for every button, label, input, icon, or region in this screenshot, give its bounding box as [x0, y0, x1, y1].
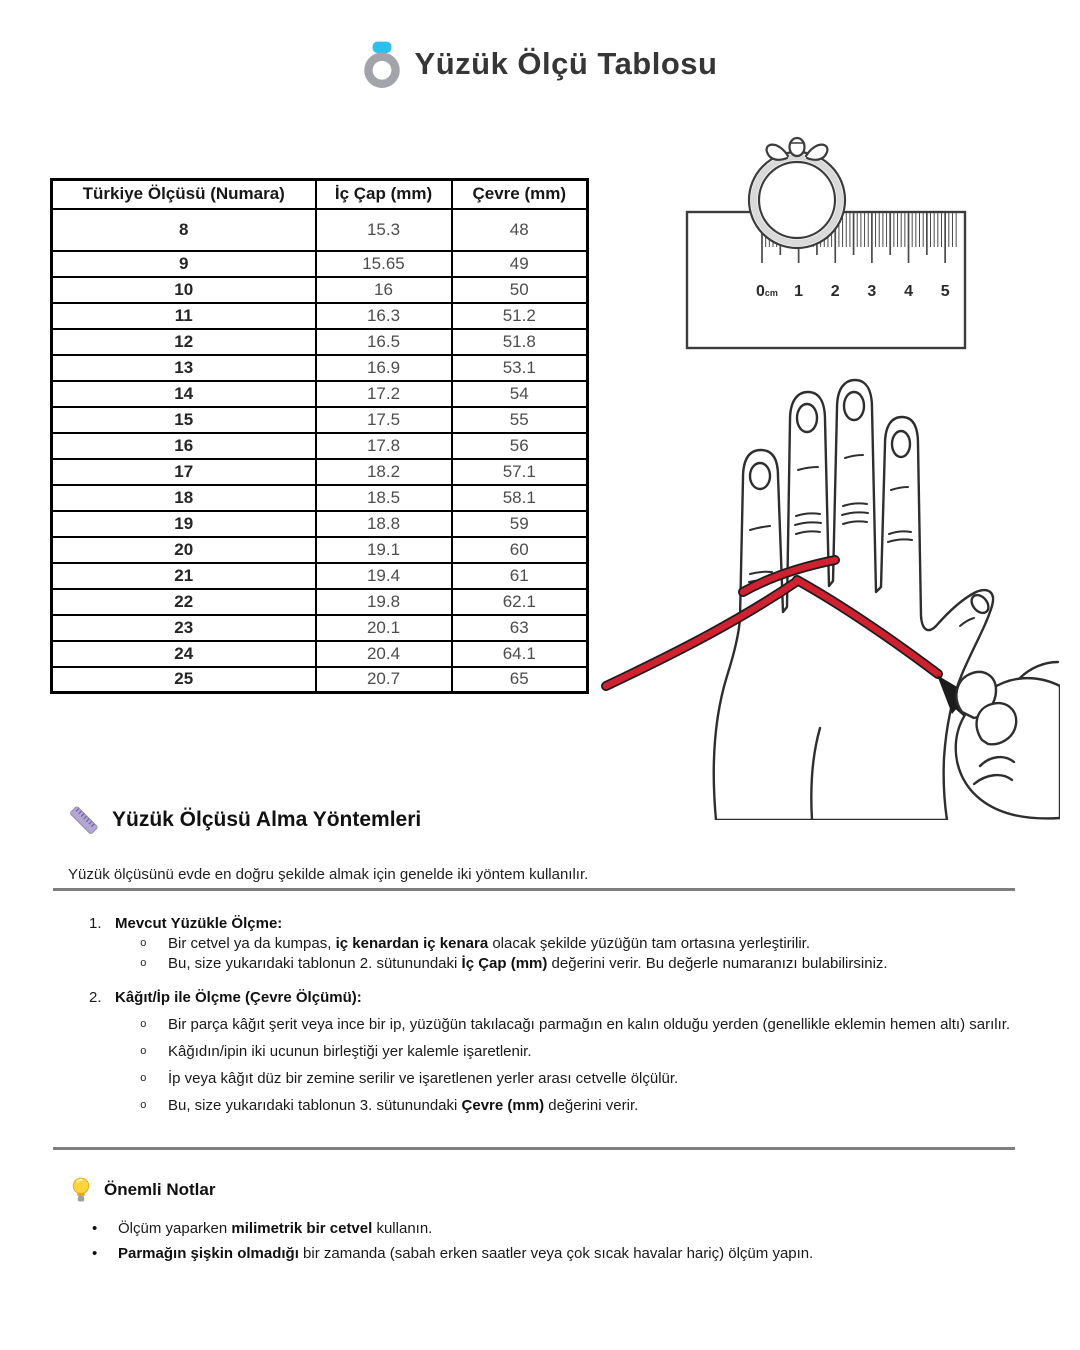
- cell-circumference: 60: [452, 537, 588, 563]
- cell-circumference: 64.1: [452, 641, 588, 667]
- cell-circumference: 48: [452, 209, 588, 251]
- bullet-text: Bir parça kâğıt şerit veya ince bir ip, yüzüğün takılacağı parmağın en kalın olduğu yerden (genellikle eklemin hemen altı) sarılır.: [168, 1016, 1011, 1033]
- ruler-icon: [68, 804, 100, 836]
- bullet-text: Kâğıdın/ipin iki ucunun birleştiği yer kalemle işaretlenir.: [168, 1043, 532, 1060]
- cell-circumference: 65: [452, 667, 588, 693]
- list-number: 1.: [89, 915, 102, 932]
- notes-section-heading: [70, 1176, 215, 1204]
- table-row: [52, 329, 588, 355]
- cell-size-number: 9: [52, 251, 316, 277]
- cell-size-number: 12: [52, 329, 316, 355]
- cell-inner-diameter: 16.3: [316, 303, 452, 329]
- note-bullet: [92, 1216, 813, 1241]
- divider: [53, 1147, 1015, 1150]
- bullet-marker: •: [92, 1245, 98, 1262]
- cell-circumference: 63: [452, 615, 588, 641]
- bullet-marker: o: [140, 1100, 147, 1112]
- cell-inner-diameter: 19.1: [316, 537, 452, 563]
- cell-circumference: 61: [452, 563, 588, 589]
- table-row: [52, 407, 588, 433]
- cell-circumference: 56: [452, 433, 588, 459]
- cell-inner-diameter: 19.4: [316, 563, 452, 589]
- cell-inner-diameter: 20.4: [316, 641, 452, 667]
- table-row: [52, 589, 588, 615]
- cell-inner-diameter: 17.5: [316, 407, 452, 433]
- method-bullet: [0, 1015, 1015, 1035]
- cell-inner-diameter: 17.8: [316, 433, 452, 459]
- table-row: [52, 563, 588, 589]
- table-row: [52, 511, 588, 537]
- cell-size-number: 16: [52, 433, 316, 459]
- cell-circumference: 53.1: [452, 355, 588, 381]
- cell-size-number: 13: [52, 355, 316, 381]
- cell-inner-diameter: 17.2: [316, 381, 452, 407]
- table-row: [52, 667, 588, 693]
- cell-size-number: 11: [52, 303, 316, 329]
- methods-list: [0, 914, 1015, 1116]
- ring-size-table: [50, 178, 589, 694]
- table-row: [52, 485, 588, 511]
- cell-circumference: 54: [452, 381, 588, 407]
- table-row: [52, 303, 588, 329]
- svg-text:1: 1: [794, 283, 804, 300]
- size-table-header-row: [52, 180, 588, 209]
- method-title-text: Kâğıt/İp ile Ölçme (Çevre Ölçümü):: [115, 989, 362, 1006]
- method-bullet: [0, 1096, 1015, 1116]
- cell-size-number: 23: [52, 615, 316, 641]
- page-header: [0, 40, 1080, 88]
- cell-size-number: 10: [52, 277, 316, 303]
- svg-text:2: 2: [830, 283, 840, 300]
- list-number: 2.: [89, 989, 102, 1006]
- table-row: [52, 537, 588, 563]
- size-table-body: [52, 209, 588, 693]
- cell-inner-diameter: 16.5: [316, 329, 452, 355]
- table-row: [52, 355, 588, 381]
- cell-inner-diameter: 16.9: [316, 355, 452, 381]
- bullet-text: Parmağın şişkin olmadığı bir zamanda (sabah erken saatler veya çok sıcak havalar hariç) ölçüm yapın.: [118, 1245, 814, 1262]
- table-row: [52, 433, 588, 459]
- column-header: İç Çap (mm): [316, 180, 452, 209]
- cell-inner-diameter: 20.7: [316, 667, 452, 693]
- bullet-text: İp veya kâğıt düz bir zemine serilir ve işaretlenen yerler arası cetvelle ölçülür.: [168, 1070, 679, 1087]
- method-bullet: [0, 934, 1015, 954]
- hand-string-measuring-figure: [600, 368, 1060, 820]
- diamond-ring-illustration: [749, 138, 845, 248]
- bullet-text: Bu, size yukarıdaki tablonun 3. sütunundaki Çevre (mm) değerini verir.: [168, 1097, 639, 1114]
- cell-size-number: 8: [52, 209, 316, 251]
- bullet-marker: •: [92, 1220, 98, 1237]
- cell-circumference: 58.1: [452, 485, 588, 511]
- cell-size-number: 15: [52, 407, 316, 433]
- table-row: [52, 459, 588, 485]
- cell-inner-diameter: 18.5: [316, 485, 452, 511]
- table-row: [52, 277, 588, 303]
- cell-inner-diameter: 16: [316, 277, 452, 303]
- cell-size-number: 14: [52, 381, 316, 407]
- cell-size-number: 25: [52, 667, 316, 693]
- table-row: [52, 615, 588, 641]
- bullet-text: Ölçüm yaparken milimetrik bir cetvel kullanın.: [118, 1220, 433, 1237]
- svg-text:5: 5: [940, 283, 950, 300]
- methods-heading-text: Yüzük Ölçüsü Alma Yöntemleri: [112, 808, 422, 831]
- cell-size-number: 22: [52, 589, 316, 615]
- cell-circumference: 49: [452, 251, 588, 277]
- cell-circumference: 55: [452, 407, 588, 433]
- methods-section-heading: [68, 804, 421, 836]
- methods-intro: Yüzük ölçüsünü evde en doğru şekilde almak için genelde iki yöntem kullanılır.: [68, 866, 589, 883]
- svg-text:4: 4: [904, 283, 913, 300]
- lightbulb-icon: [70, 1176, 92, 1204]
- table-row: [52, 381, 588, 407]
- column-header: Türkiye Ölçüsü (Numara): [52, 180, 316, 209]
- cell-circumference: 57.1: [452, 459, 588, 485]
- cell-size-number: 24: [52, 641, 316, 667]
- method-bullet: [0, 1069, 1015, 1089]
- bullet-text: Bir cetvel ya da kumpas, iç kenardan iç kenara olacak şekilde yüzüğün tam ortasına yerleştirilir.: [168, 935, 810, 952]
- ring-icon: [363, 40, 401, 88]
- cell-circumference: 50: [452, 277, 588, 303]
- cell-inner-diameter: 18.8: [316, 511, 452, 537]
- cell-size-number: 20: [52, 537, 316, 563]
- method-bullet: [0, 954, 1015, 974]
- cell-circumference: 51.2: [452, 303, 588, 329]
- bullet-marker: o: [140, 1019, 147, 1031]
- method-bullet: [0, 1042, 1015, 1062]
- cell-size-number: 18: [52, 485, 316, 511]
- ring-on-ruler-figure: [670, 130, 1010, 370]
- cell-inner-diameter: 20.1: [316, 615, 452, 641]
- cell-inner-diameter: 19.8: [316, 589, 452, 615]
- cell-circumference: 59: [452, 511, 588, 537]
- bullet-text: Bu, size yukarıdaki tablonun 2. sütunundaki İç Çap (mm) değerini verir. Bu değerle numaranızı bulabilirsiniz.: [168, 955, 888, 972]
- note-bullet: [92, 1241, 813, 1266]
- table-row: [52, 641, 588, 667]
- bullet-marker: o: [140, 938, 147, 950]
- page-title: Yüzük Ölçü Tablosu: [414, 46, 718, 81]
- svg-text:0cm: 0cm: [756, 283, 778, 300]
- table-row: [52, 251, 588, 277]
- cell-inner-diameter: 15.3: [316, 209, 452, 251]
- cell-circumference: 51.8: [452, 329, 588, 355]
- method-item-title: [0, 914, 1015, 934]
- cell-size-number: 17: [52, 459, 316, 485]
- notes-heading-text: Önemli Notlar: [104, 1180, 216, 1199]
- cell-inner-diameter: 18.2: [316, 459, 452, 485]
- table-row: [52, 209, 588, 251]
- hand-outline: [714, 380, 993, 820]
- bullet-marker: o: [140, 1073, 147, 1085]
- column-header: Çevre (mm): [452, 180, 588, 209]
- cell-inner-diameter: 15.65: [316, 251, 452, 277]
- svg-text:3: 3: [867, 283, 877, 300]
- cell-size-number: 21: [52, 563, 316, 589]
- cell-size-number: 19: [52, 511, 316, 537]
- cell-circumference: 62.1: [452, 589, 588, 615]
- notes-list: [92, 1216, 813, 1266]
- method-title-text: Mevcut Yüzükle Ölçme:: [115, 915, 283, 932]
- method-item-title: [0, 988, 1015, 1008]
- divider: [53, 888, 1015, 891]
- gripping-hand: [956, 662, 1060, 818]
- bullet-marker: o: [140, 958, 147, 970]
- bullet-marker: o: [140, 1046, 147, 1058]
